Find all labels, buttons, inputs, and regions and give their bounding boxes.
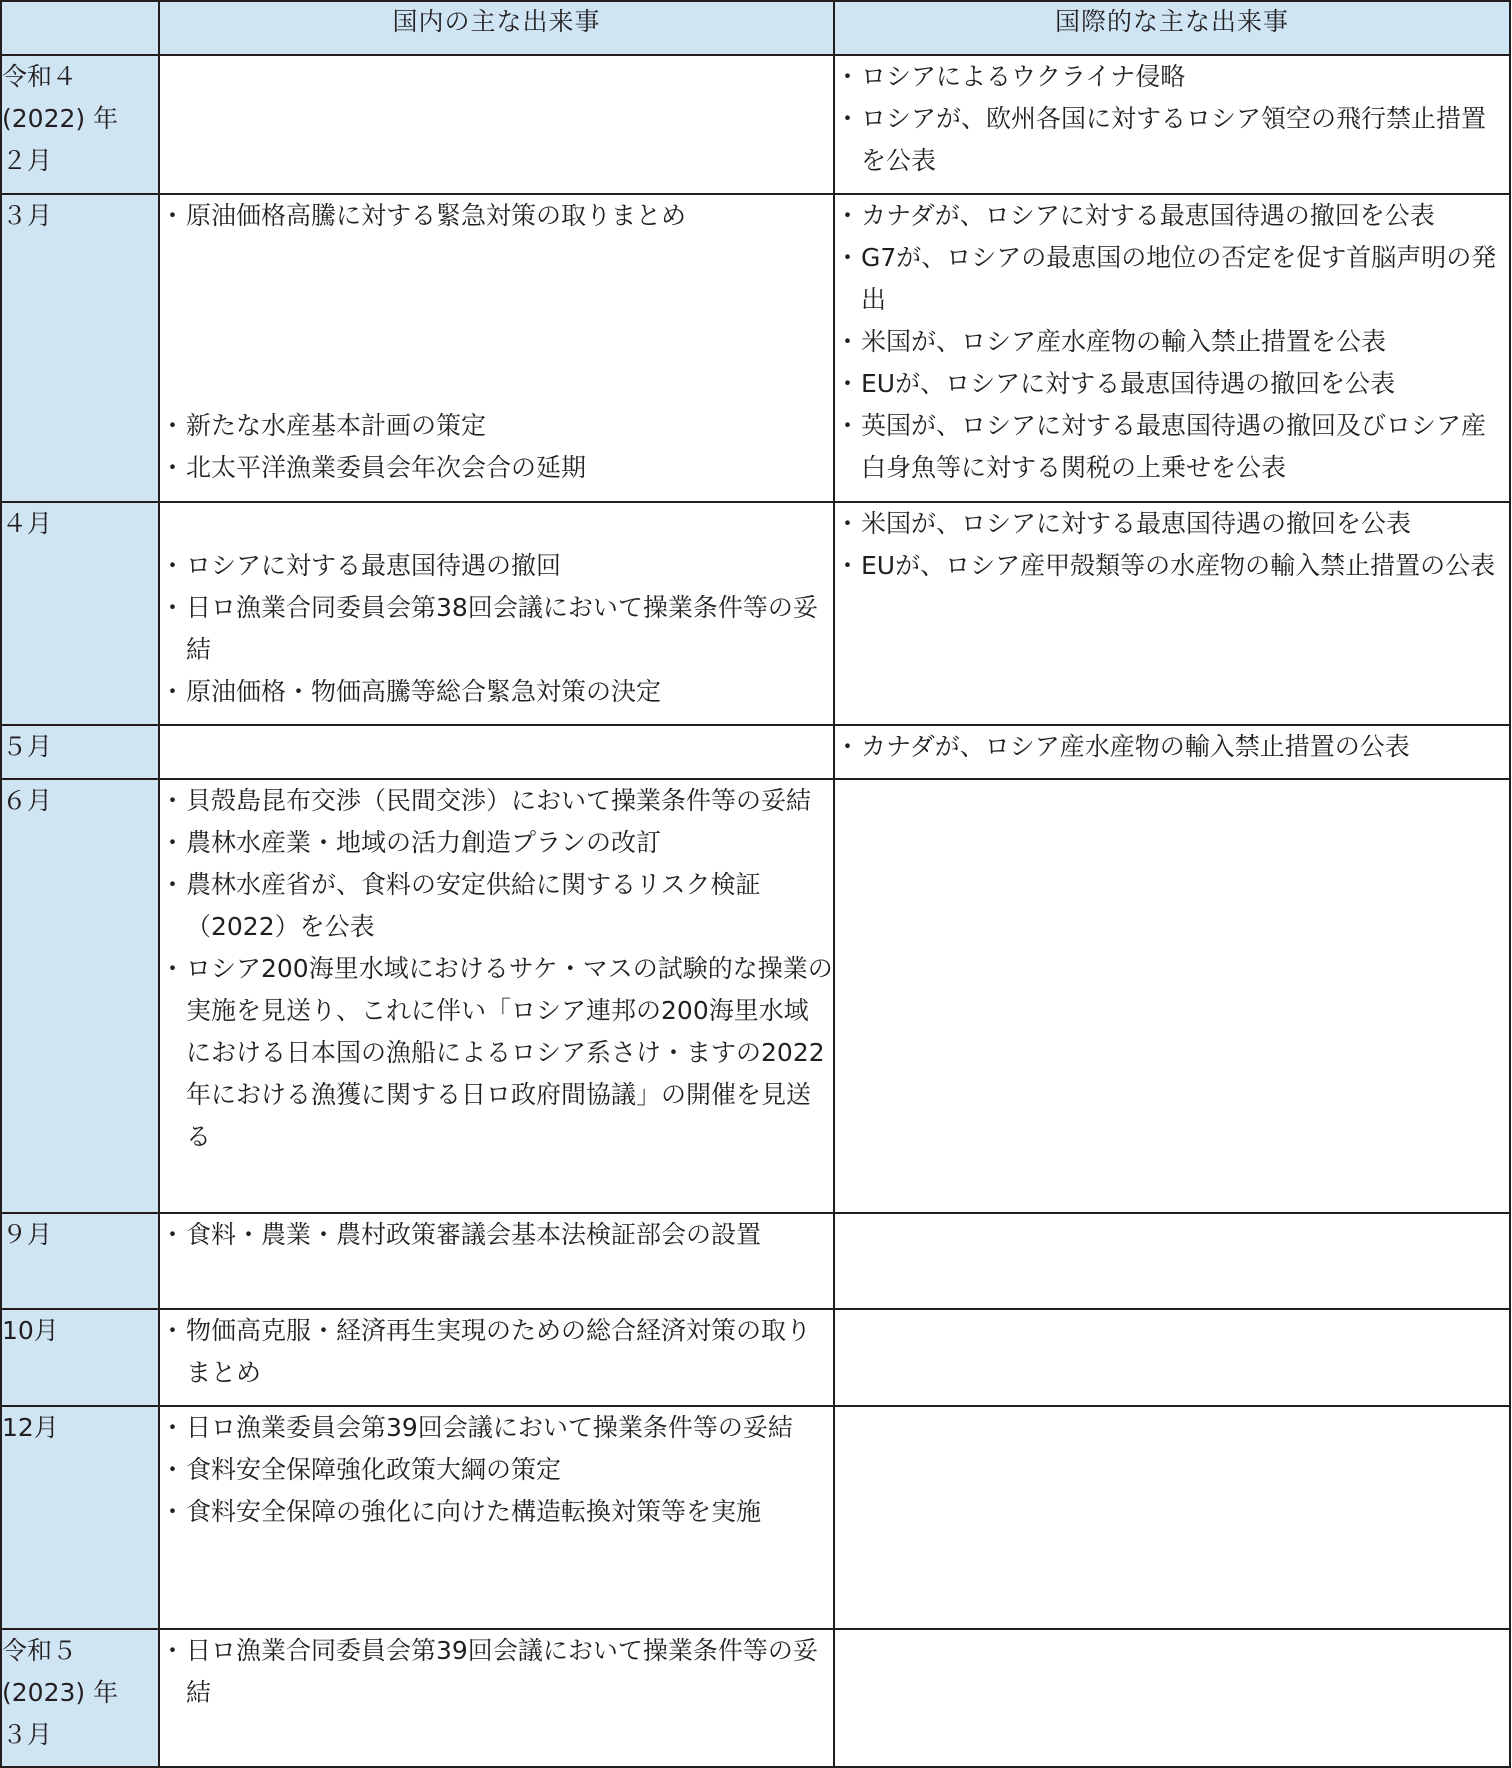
list-item	[160, 822, 833, 864]
list-item	[160, 1449, 833, 1491]
month-label: ３月	[2, 201, 53, 230]
bullet-icon: ・	[835, 509, 861, 538]
domestic-cell	[159, 779, 834, 1213]
bullet-icon: ・	[835, 411, 861, 440]
month-cell	[1, 1629, 159, 1767]
bullet-icon: ・	[160, 1220, 186, 1249]
table-row	[1, 194, 1510, 502]
event-text: カナダが、ロシアに対する最恵国待遇の撤回を公表	[861, 201, 1435, 230]
spacer	[160, 237, 833, 405]
event-text: ロシアによるウクライナ侵略	[861, 62, 1186, 91]
international-cell	[834, 1406, 1510, 1629]
header-row	[1, 1, 1510, 55]
bullet-icon: ・	[835, 327, 861, 356]
bullet-icon: ・	[160, 593, 186, 622]
header-international: 国際的な主な出来事	[834, 1, 1510, 55]
month-label: ３月	[2, 1720, 53, 1749]
domestic-cell	[159, 194, 834, 502]
table-row	[1, 1309, 1510, 1406]
international-cell	[834, 1213, 1510, 1309]
bullet-icon: ・	[835, 243, 861, 272]
month-label: 12月	[2, 1413, 59, 1442]
event-text: 原油価格高騰に対する緊急対策の取りまとめ	[186, 201, 687, 230]
bullet-icon: ・	[160, 201, 186, 230]
table-row	[1, 725, 1510, 779]
month-label: ２月	[2, 146, 53, 175]
event-text: 貝殻島昆布交渉（民間交渉）において操業条件等の妥結	[186, 786, 812, 815]
header-domestic: 国内の主な出来事	[159, 1, 834, 55]
event-text: カナダが、ロシア産水産物の輸入禁止措置の公表	[861, 732, 1410, 761]
month-label: ４月	[2, 509, 53, 538]
list-item	[160, 405, 833, 447]
list-item	[160, 1491, 833, 1533]
spacer	[160, 503, 833, 545]
list-item	[835, 405, 1509, 489]
table-row	[1, 1629, 1510, 1767]
event-text: 食料安全保障強化政策大綱の策定	[186, 1455, 562, 1484]
domestic-cell	[159, 1406, 834, 1629]
event-text: 物価高克服・経済再生実現のための総合経済対策の取りまとめ	[186, 1316, 812, 1387]
bullet-icon: ・	[160, 551, 186, 580]
bullet-icon: ・	[160, 1455, 186, 1484]
list-item	[160, 1214, 833, 1256]
bullet-icon: ・	[160, 1316, 186, 1345]
bullet-icon: ・	[160, 1413, 186, 1442]
bullet-icon: ・	[835, 732, 861, 761]
domestic-cell	[159, 1309, 834, 1406]
domestic-cell	[159, 502, 834, 725]
event-text: G7が、ロシアの最恵国の地位の否定を促す首脳声明の発出	[861, 243, 1497, 314]
event-text: 食料・農業・農村政策審議会基本法検証部会の設置	[186, 1220, 762, 1249]
international-cell	[834, 194, 1510, 502]
list-item	[160, 864, 833, 948]
month-label: (2022) 年	[2, 104, 119, 133]
domestic-cell	[159, 55, 834, 194]
domestic-cell	[159, 1629, 834, 1767]
bullet-icon: ・	[835, 201, 861, 230]
list-item	[835, 726, 1509, 768]
list-item	[835, 321, 1509, 363]
event-text: 新たな水産基本計画の策定	[186, 411, 487, 440]
list-item	[160, 780, 833, 822]
event-text: ロシアが、欧州各国に対するロシア領空の飛行禁止措置を公表	[861, 104, 1487, 175]
list-item	[835, 56, 1509, 98]
event-text: 日ロ漁業合同委員会第38回会議において操業条件等の妥結	[186, 593, 818, 664]
month-label: 令和５	[2, 1636, 78, 1665]
list-item	[160, 1310, 833, 1394]
list-item	[835, 98, 1509, 182]
event-text: 原油価格・物価高騰等総合緊急対策の決定	[186, 677, 662, 706]
table-row	[1, 1213, 1510, 1309]
event-text: 北太平洋漁業委員会年次会合の延期	[186, 453, 587, 482]
international-cell	[834, 779, 1510, 1213]
bullet-icon: ・	[160, 677, 186, 706]
month-label: (2023) 年	[2, 1678, 119, 1707]
international-cell	[834, 55, 1510, 194]
month-label: ５月	[2, 732, 53, 761]
bullet-icon: ・	[160, 453, 186, 482]
bullet-icon: ・	[835, 104, 861, 133]
bullet-icon: ・	[160, 828, 186, 857]
event-text: ロシアに対する最恵国待遇の撤回	[186, 551, 562, 580]
bullet-icon: ・	[160, 786, 186, 815]
international-cell	[834, 502, 1510, 725]
table-row	[1, 1406, 1510, 1629]
list-item	[160, 587, 833, 671]
event-text: 米国が、ロシア産水産物の輸入禁止措置を公表	[861, 327, 1387, 356]
list-item	[835, 503, 1509, 545]
list-item	[160, 545, 833, 587]
list-item	[835, 545, 1509, 587]
domestic-cell	[159, 725, 834, 779]
month-label: 令和４	[2, 62, 78, 91]
table-row	[1, 779, 1510, 1213]
header-month	[1, 1, 159, 55]
list-item	[835, 363, 1509, 405]
month-cell	[1, 779, 159, 1213]
bullet-icon: ・	[835, 369, 861, 398]
month-label: ９月	[2, 1220, 53, 1249]
list-item	[835, 195, 1509, 237]
list-item	[160, 1630, 833, 1714]
month-label: ６月	[2, 786, 53, 815]
bullet-icon: ・	[160, 1636, 186, 1665]
table-row	[1, 502, 1510, 725]
event-text: 農林水産省が、食料の安定供給に関するリスク検証（2022）を公表	[186, 870, 761, 941]
event-text: 英国が、ロシアに対する最恵国待遇の撤回及びロシア産白身魚等に対する関税の上乗せを公表	[861, 411, 1487, 482]
international-cell	[834, 1629, 1510, 1767]
list-item	[835, 237, 1509, 321]
month-cell	[1, 502, 159, 725]
event-text: 米国が、ロシアに対する最恵国待遇の撤回を公表	[861, 509, 1412, 538]
event-text: EUが、ロシア産甲殻類等の水産物の輸入禁止措置の公表	[861, 551, 1496, 580]
month-cell	[1, 55, 159, 194]
event-text: 日ロ漁業合同委員会第39回会議において操業条件等の妥結	[186, 1636, 818, 1707]
month-label: 10月	[2, 1316, 59, 1345]
list-item	[160, 1407, 833, 1449]
bullet-icon: ・	[160, 1497, 186, 1526]
domestic-cell	[159, 1213, 834, 1309]
event-text: 食料安全保障の強化に向けた構造転換対策等を実施	[186, 1497, 762, 1526]
month-cell	[1, 1213, 159, 1309]
table-row	[1, 55, 1510, 194]
bullet-icon: ・	[835, 62, 861, 91]
month-cell	[1, 194, 159, 502]
list-item	[160, 671, 833, 713]
month-cell	[1, 725, 159, 779]
bullet-icon: ・	[160, 411, 186, 440]
event-text: EUが、ロシアに対する最恵国待遇の撤回を公表	[861, 369, 1396, 398]
international-cell	[834, 725, 1510, 779]
bullet-icon: ・	[160, 954, 186, 983]
bullet-icon: ・	[835, 551, 861, 580]
list-item	[160, 948, 833, 1158]
bullet-icon: ・	[160, 870, 186, 899]
international-cell	[834, 1309, 1510, 1406]
event-text: ロシア200海里水域におけるサケ・マスの試験的な操業の実施を見送り、これに伴い「ロシア連邦の200海里水域における日本国の漁船によるロシア系さけ・ますの2022年における漁獲に関する日ロ政府間協議」の開催を見送る	[186, 954, 833, 1151]
event-text: 農林水産業・地域の活力創造プランの改訂	[186, 828, 662, 857]
list-item	[160, 195, 833, 237]
event-text: 日ロ漁業委員会第39回会議において操業条件等の妥結	[186, 1413, 793, 1442]
list-item	[160, 447, 833, 489]
month-cell	[1, 1309, 159, 1406]
month-cell	[1, 1406, 159, 1629]
